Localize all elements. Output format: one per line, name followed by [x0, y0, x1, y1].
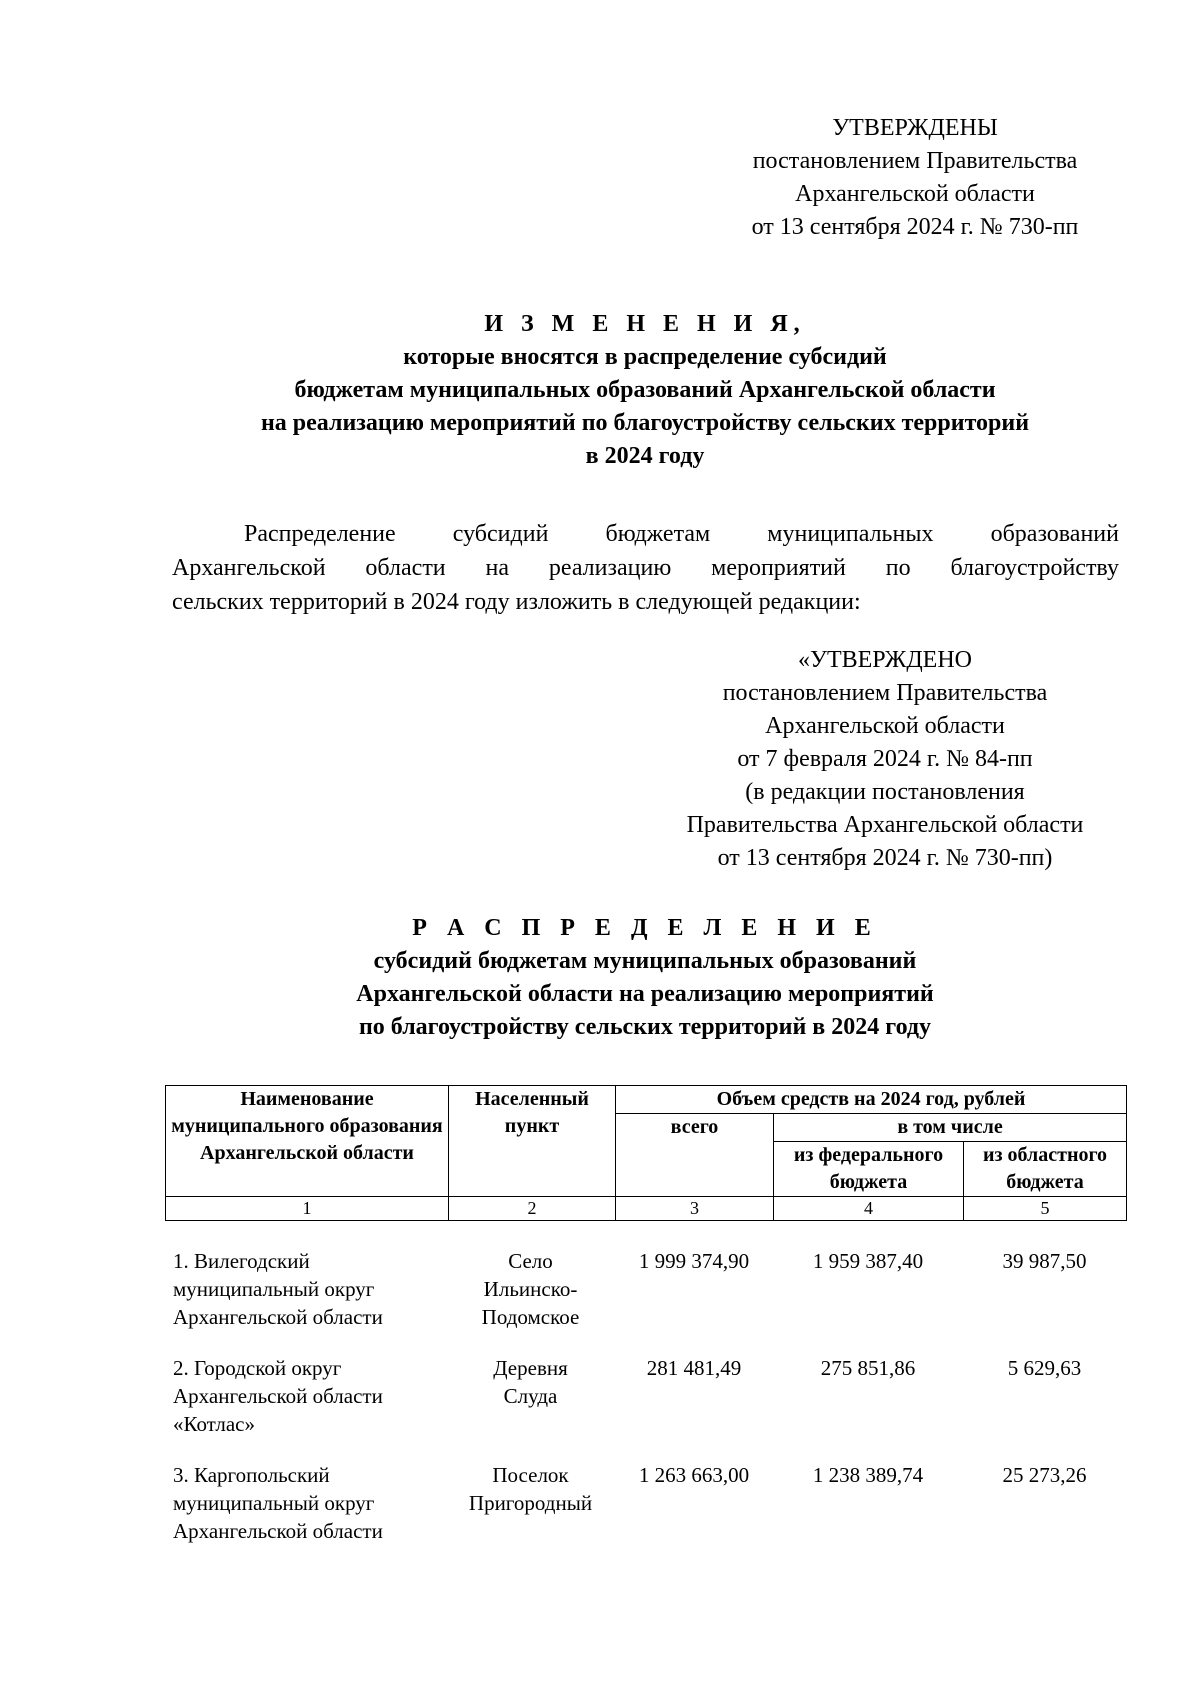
column-number: 4: [774, 1197, 964, 1221]
cell-text: Подомское: [481, 1305, 580, 1329]
intro-word: Архангельской: [172, 555, 326, 581]
cell-text: 3. Каргопольский: [173, 1463, 330, 1487]
cell-text: Архангельской области: [173, 1384, 383, 1408]
header-settlement: Населенный пункт: [449, 1086, 616, 1197]
cell-text: муниципальный округ: [173, 1277, 375, 1301]
distribution-title-line: Архангельской области на реализацию мероприятий: [356, 981, 934, 1007]
cell-federal: 1 238 389,74: [812, 1463, 924, 1487]
intro-word: мероприятий: [711, 555, 846, 581]
cell-regional: 5 629,63: [1007, 1356, 1082, 1380]
distribution-title-line: субсидий бюджетам муниципальных образований: [373, 948, 917, 974]
intro-word: на: [485, 555, 510, 581]
cell-text: Пригородный: [468, 1491, 593, 1515]
changes-title-line: в 2024 году: [585, 443, 705, 469]
intro-paragraph: [172, 517, 1119, 619]
cell-text: 2. Городской округ: [173, 1356, 342, 1380]
column-number: 1: [166, 1197, 449, 1221]
changes-title-line: на реализацию мероприятий по благоустройству сельских территорий: [260, 410, 1030, 436]
cell-text: Слуда: [503, 1384, 558, 1408]
distribution-heading: Р А С П Р Е Д Е Л Е Н И Е: [412, 915, 878, 941]
cell-regional: 25 273,26: [1002, 1463, 1087, 1487]
cell-text: Село: [508, 1249, 553, 1273]
approval-line: УТВЕРЖДЕНЫ: [832, 115, 998, 141]
intro-word: реализацию: [548, 555, 672, 581]
quoted-approval-block: [625, 644, 1145, 875]
cell-text: Поселок: [492, 1463, 569, 1487]
cell-text: Архангельской области: [173, 1305, 383, 1329]
cell-total: 281 481,49: [646, 1356, 742, 1380]
cell-text: Ильинско-: [483, 1277, 578, 1301]
column-number: 2: [449, 1197, 616, 1221]
intro-word: области: [365, 555, 446, 581]
approval-line: от 13 сентября 2024 г. № 730-пп: [751, 214, 1079, 240]
approval-line: Правительства Архангельской области: [686, 812, 1084, 838]
header-including: в том числе: [774, 1114, 1127, 1142]
approval-line: постановлением Правительства: [722, 680, 1048, 706]
cell-settlement: [448, 1247, 613, 1331]
cell-text: Архангельской области: [173, 1519, 383, 1543]
distribution-table-header: [165, 1085, 1127, 1221]
cell-settlement: [448, 1354, 613, 1410]
cell-federal: 1 959 387,40: [812, 1249, 924, 1273]
cell-municipality: [173, 1461, 443, 1545]
header-total: всего: [616, 1114, 774, 1197]
intro-word: Распределение: [244, 521, 396, 547]
intro-word: бюджетам: [605, 521, 711, 547]
intro-word: благоустройству: [950, 555, 1119, 581]
cell-municipality: [173, 1354, 443, 1438]
header-federal: из федерального бюджета: [774, 1142, 964, 1197]
header-funds: Объем средств на 2024 год, рублей: [616, 1086, 1127, 1114]
approval-line: «УТВЕРЖДЕНО: [797, 647, 973, 673]
intro-line: [172, 551, 1119, 585]
approval-line: (в редакции постановления: [745, 779, 1025, 805]
intro-word: муниципальных: [767, 521, 934, 547]
cell-text: Деревня: [493, 1356, 568, 1380]
intro-word: по: [885, 555, 911, 581]
cell-total: 1 999 374,90: [638, 1249, 750, 1273]
distribution-title-line: по благоустройству сельских территорий в 2024 году: [358, 1014, 932, 1040]
header-municipality: Наименование муниципального образования Архангельской области: [166, 1086, 449, 1197]
cell-settlement: [448, 1461, 613, 1517]
intro-line: сельских территорий в 2024 году изложить в следующей редакции:: [172, 589, 861, 615]
cell-text: «Котлас»: [173, 1412, 255, 1436]
approval-line: постановлением Правительства: [752, 148, 1078, 174]
approval-line: Архангельской области: [765, 713, 1005, 739]
cell-federal: 275 851,86: [820, 1356, 916, 1380]
cell-total: 1 263 663,00: [638, 1463, 750, 1487]
approval-line: от 13 сентября 2024 г. № 730-пп): [717, 845, 1053, 871]
column-number: 3: [616, 1197, 774, 1221]
approval-line: от 7 февраля 2024 г. № 84-пп: [737, 746, 1033, 772]
intro-word: образований: [990, 521, 1119, 547]
approval-block: [695, 112, 1135, 244]
header-regional: из областного бюджета: [964, 1142, 1127, 1197]
changes-title: [100, 308, 1190, 473]
changes-title-line: которые вносятся в распределение субсидий: [403, 344, 887, 370]
changes-title-line: бюджетам муниципальных образований Архангельской области: [294, 377, 996, 403]
distribution-title: [100, 912, 1190, 1044]
cell-regional: 39 987,50: [1002, 1249, 1087, 1273]
intro-line: [172, 517, 1119, 551]
changes-heading: И З М Е Н Е Н И Я,: [484, 311, 806, 337]
cell-text: муниципальный округ: [173, 1491, 375, 1515]
cell-municipality: [173, 1247, 443, 1331]
column-number: 5: [964, 1197, 1127, 1221]
cell-text: 1. Вилегодский: [173, 1249, 310, 1273]
approval-line: Архангельской области: [795, 181, 1035, 207]
intro-word: субсидий: [452, 521, 549, 547]
